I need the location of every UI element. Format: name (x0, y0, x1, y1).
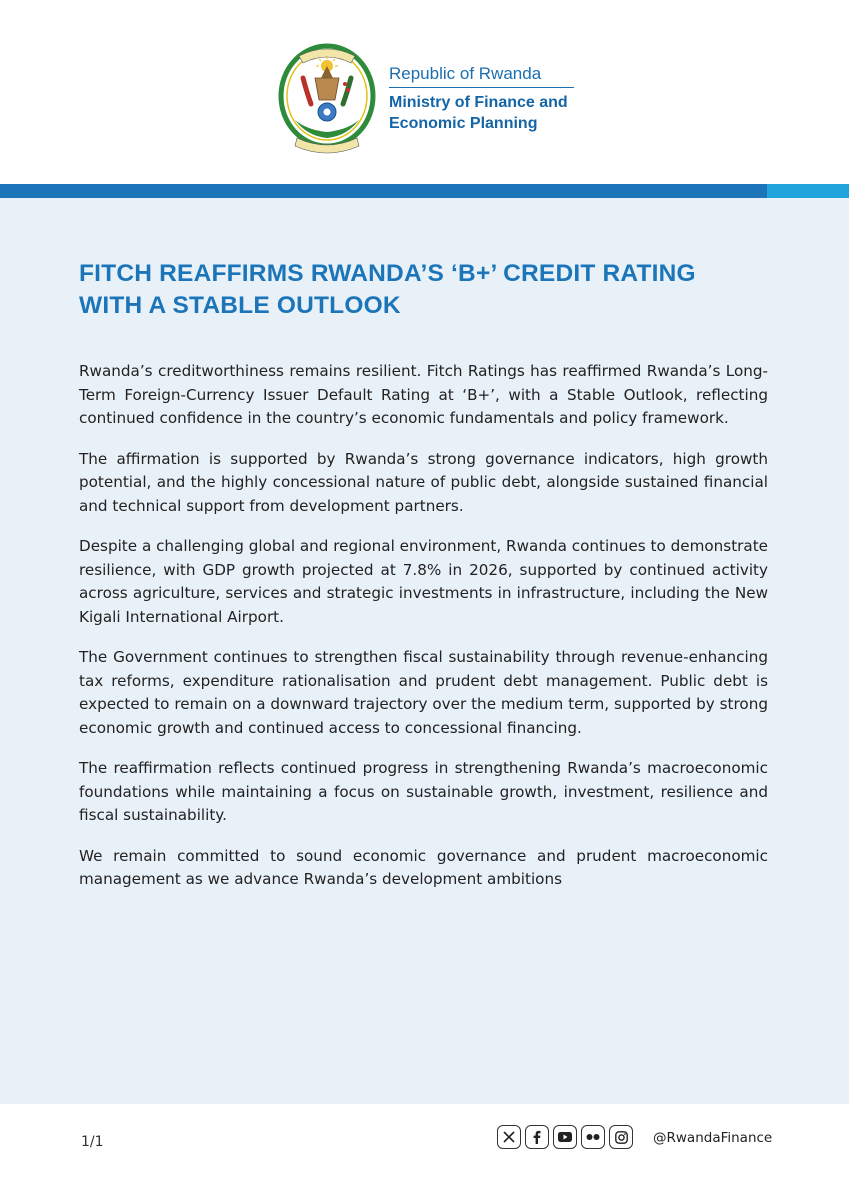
flickr-icon[interactable] (581, 1125, 605, 1149)
letterhead (0, 0, 849, 184)
document-title (79, 258, 769, 322)
ministry-name-block (389, 64, 574, 134)
title-line-1: FITCH REAFFIRMS RWANDA’S ‘B+’ CREDIT RATING (79, 260, 696, 287)
paragraph-2: The affirmation is supported by Rwanda’s strong governance indicators, high growth potential, and the highly concessional nature of public debt, alongside sustained financial and technical support from development partners. (79, 449, 768, 515)
x-icon[interactable] (497, 1125, 521, 1149)
page-number: 1/1 (81, 1134, 104, 1150)
paragraph-6: We remain committed to sound economic governance and prudent macroeconomic management as we advance Rwanda’s development ambitions (79, 846, 768, 888)
social-handle[interactable]: @RwandaFinance (653, 1130, 773, 1146)
instagram-icon[interactable] (609, 1125, 633, 1149)
paragraph-4: The Government continues to strengthen fiscal sustainability through revenue-enhancing tax reforms, expenditure rationalisation and prudent debt management. Public debt is expected to remain on a downward trajectory over the medium term, supported by strong economic growth and continued access to concessional financing. (79, 648, 768, 737)
paragraph-5: The reaffirmation reflects continued progress in strengthening Rwanda’s macroeconomic foundations while maintaining a focus on sustainable growth, investment, resilience and fiscal sustainability. (79, 759, 768, 824)
youtube-icon[interactable] (553, 1125, 577, 1149)
social-links (497, 1124, 633, 1150)
paragraph-3: Despite a challenging global and regional environment, Rwanda continues to demonstrate resilience, with GDP growth projected at 7.8% in 2026, supported by continued activity across agriculture, services and strategic investments in infrastructure, including the New Kigali International Airport. (79, 537, 768, 626)
header-band-accent (767, 184, 849, 198)
rwanda-coat-of-arms-icon (277, 38, 377, 160)
title-line-2: WITH A STABLE OUTLOOK (79, 292, 401, 319)
republic-name: Republic of Rwanda (389, 64, 574, 88)
document-text (79, 360, 768, 909)
page-footer (0, 1104, 849, 1200)
ministry-name-line1: Ministry of Finance and (389, 94, 568, 111)
ministry-name-line2: Economic Planning (389, 115, 538, 132)
header-band (0, 184, 849, 198)
paragraph-1: Rwanda’s creditworthiness remains resilient. Fitch Ratings has reaffirmed Rwanda’s Long-Term Foreign-Currency Issuer Default Rating at ‘B+’, with a Stable Outlook, reflecting continued confidence in the country’s economic fundamentals and policy framework. (79, 362, 768, 427)
facebook-icon[interactable] (525, 1125, 549, 1149)
